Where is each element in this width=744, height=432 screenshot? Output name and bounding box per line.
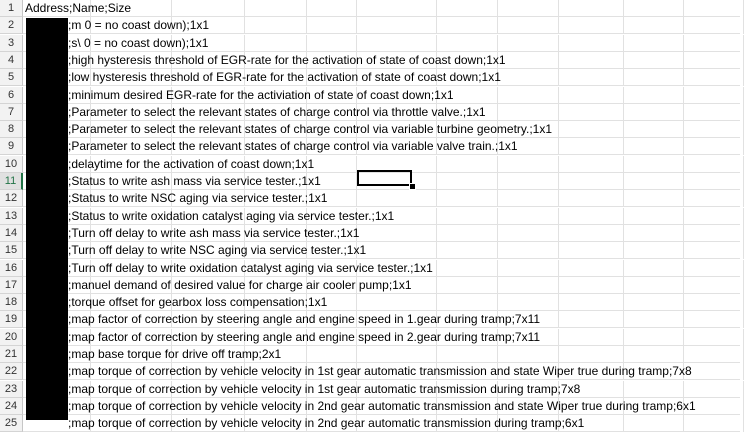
row-cells[interactable]: [23, 329, 740, 346]
row-cells[interactable]: [23, 138, 740, 155]
cell-text[interactable]: ;map torque of correction by vehicle velocity in 1st gear automatic transmission during tramp;7x8: [68, 381, 581, 396]
row-number[interactable]: 17: [0, 277, 23, 294]
cell-text[interactable]: ;manuel demand of desired value for charge air cooler pump;1x1: [68, 277, 412, 292]
row-cells[interactable]: [23, 69, 740, 86]
table-row[interactable]: [0, 415, 740, 432]
table-row[interactable]: [0, 381, 740, 398]
cell-text[interactable]: ;high hysteresis threshold of EGR-rate for the activation of state of coast down;1x1: [68, 52, 506, 67]
gridline: [497, 225, 498, 242]
gridline: [436, 35, 437, 52]
gridline: [436, 0, 437, 17]
gridline: [558, 138, 559, 155]
gridline: [306, 0, 307, 17]
gridline: [558, 225, 559, 242]
gridline: [623, 277, 624, 294]
gridline: [356, 294, 357, 311]
cell-text[interactable]: ;map factor of correction by steering angle and engine speed in 2.gear during tramp;7x11: [68, 329, 541, 344]
gridline: [558, 311, 559, 328]
gridline: [623, 69, 624, 86]
row-number[interactable]: 16: [0, 260, 23, 277]
row-cells[interactable]: [23, 208, 740, 225]
row-cells[interactable]: [23, 415, 740, 432]
gridline: [683, 415, 684, 432]
gridline: [683, 346, 684, 363]
gridline: [623, 260, 624, 277]
gridline: [683, 260, 684, 277]
row-number[interactable]: 11: [0, 173, 23, 190]
gridline: [623, 225, 624, 242]
gridline: [497, 208, 498, 225]
gridline: [356, 346, 357, 363]
gridline: [497, 294, 498, 311]
cell-text[interactable]: ;Status to write NSC aging via service tester.;1x1: [68, 191, 328, 206]
gridline: [623, 52, 624, 69]
table-row[interactable]: [0, 242, 740, 259]
table-row[interactable]: [0, 208, 740, 225]
row-number[interactable]: 13: [0, 208, 23, 225]
gridline: [623, 294, 624, 311]
gridline: [436, 346, 437, 363]
table-row[interactable]: [0, 346, 740, 363]
gridline: [558, 104, 559, 121]
gridline: [683, 277, 684, 294]
gridline: [623, 121, 624, 138]
gridline: [623, 35, 624, 52]
header-data-row[interactable]: [0, 0, 740, 17]
table-row[interactable]: [0, 138, 740, 155]
gridline: [356, 0, 357, 17]
cell-text[interactable]: ;Turn off delay to write oxidation catalyst aging via service tester.;1x1: [68, 260, 433, 275]
table-row[interactable]: [0, 277, 740, 294]
row-cells[interactable]: [23, 346, 740, 363]
gridline: [558, 329, 559, 346]
gridline: [436, 294, 437, 311]
gridline: [497, 87, 498, 104]
gridline: [436, 225, 437, 242]
gridline: [306, 35, 307, 52]
gridline: [623, 415, 624, 432]
gridline: [436, 277, 437, 294]
cell-text[interactable]: ;Status to write oxidation catalyst aging via service tester.;1x1: [68, 208, 395, 223]
cell-text[interactable]: ;Parameter to select the relevant states of charge control via variable turbine geometry.;1x1: [68, 122, 553, 137]
gridline: [244, 35, 245, 52]
gridline: [497, 173, 498, 190]
row-number[interactable]: 1: [0, 0, 23, 17]
row-number[interactable]: 2: [0, 17, 23, 34]
gridline: [683, 311, 684, 328]
table-row[interactable]: [0, 52, 740, 69]
row-cells[interactable]: [23, 35, 740, 52]
gridline: [683, 242, 684, 259]
gridline: [683, 104, 684, 121]
gridline: [558, 69, 559, 86]
row-number[interactable]: 14: [0, 225, 23, 242]
row-cells[interactable]: [23, 260, 740, 277]
gridline: [558, 17, 559, 34]
row-cells[interactable]: [23, 0, 740, 17]
gridline: [356, 17, 357, 34]
cell-text[interactable]: ;map torque of correction by vehicle velocity in 2nd gear automatic transmission during tramp;6x1: [68, 416, 585, 431]
gridline: [623, 381, 624, 398]
gridline: [497, 35, 498, 52]
cell-text[interactable]: ;map base torque for drive off tramp;2x1: [68, 347, 282, 361]
row-number[interactable]: 19: [0, 311, 23, 328]
gridline: [558, 242, 559, 259]
cell-text[interactable]: ;low hysteresis threshold of EGR-rate for the activation of state of coast down;1x1: [68, 70, 501, 85]
gridline: [558, 156, 559, 173]
table-row[interactable]: [0, 329, 740, 346]
gridline: [683, 121, 684, 138]
gridline: [683, 156, 684, 173]
gridline: [683, 294, 684, 311]
gridline: [244, 17, 245, 34]
gridline: [497, 0, 498, 17]
gridline: [683, 173, 684, 190]
gridline: [306, 17, 307, 34]
row-cells[interactable]: [23, 277, 740, 294]
gridline: [436, 190, 437, 207]
gridline: [558, 190, 559, 207]
table-row[interactable]: [0, 311, 740, 328]
gridline: [497, 17, 498, 34]
row-cells[interactable]: [23, 294, 740, 311]
row-number[interactable]: 10: [0, 156, 23, 173]
table-row[interactable]: [0, 225, 740, 242]
table-row[interactable]: [0, 17, 740, 34]
cell-text[interactable]: ;minimum desired EGR-rate for the activiation of state of coast down;1x1: [68, 87, 454, 102]
table-row[interactable]: [0, 35, 740, 52]
cell-text[interactable]: ;m 0 = no coast down);1x1: [68, 18, 210, 33]
gridline: [683, 381, 684, 398]
gridline: [623, 329, 624, 346]
gridline: [558, 0, 559, 17]
row-number[interactable]: 3: [0, 35, 23, 52]
gridline: [623, 242, 624, 259]
cell-text[interactable]: ;Parameter to select the relevant states of charge control via variable valve train.;1x1: [68, 139, 518, 154]
gridline: [623, 138, 624, 155]
gridline: [497, 156, 498, 173]
row-cells[interactable]: [23, 17, 740, 34]
gridline: [558, 35, 559, 52]
gridline: [683, 138, 684, 155]
gridline: [497, 277, 498, 294]
gridline: [436, 173, 437, 190]
gridline: [683, 17, 684, 34]
cell-text[interactable]: ;map torque of correction by vehicle velocity in 1st gear automatic transmission and state Wiper true during tramp;7x8: [68, 364, 692, 379]
cell-text[interactable]: ;map factor of correction by steering angle and engine speed in 1.gear during tramp;7x11: [68, 312, 541, 327]
row-number[interactable]: 9: [0, 138, 23, 155]
row-cells[interactable]: [23, 87, 740, 104]
gridline: [306, 346, 307, 363]
gridline: [558, 208, 559, 225]
gridline: [497, 346, 498, 363]
row-number[interactable]: 23: [0, 381, 23, 398]
table-row[interactable]: [0, 104, 740, 121]
gridline: [623, 346, 624, 363]
row-cells[interactable]: [23, 242, 740, 259]
cell-text[interactable]: ;Status to write ash mass via service tester.;1x1: [68, 174, 321, 188]
row-cells[interactable]: [23, 121, 740, 138]
gridline: [623, 311, 624, 328]
table-row[interactable]: [0, 260, 740, 277]
fill-handle[interactable]: [409, 183, 416, 190]
row-cells[interactable]: [23, 52, 740, 69]
row-number[interactable]: 5: [0, 69, 23, 86]
gridline: [497, 260, 498, 277]
row-number[interactable]: 24: [0, 398, 23, 415]
gridline: [558, 294, 559, 311]
row-cells[interactable]: [23, 381, 740, 398]
selected-cell[interactable]: [357, 170, 412, 186]
gridline: [558, 121, 559, 138]
row-number[interactable]: 12: [0, 190, 23, 207]
gridline: [623, 0, 624, 17]
row-cells[interactable]: [23, 363, 740, 380]
table-row[interactable]: [0, 69, 740, 86]
gridline: [436, 17, 437, 34]
row-cells[interactable]: [23, 190, 740, 207]
gridline: [558, 52, 559, 69]
row-cells[interactable]: [23, 104, 740, 121]
gridline: [623, 87, 624, 104]
cell-text[interactable]: ;map torque of correction by vehicle velocity in 2nd gear automatic transmission and state Wiper true during tramp;6x1: [68, 398, 696, 413]
table-row[interactable]: [0, 190, 740, 207]
gridline: [436, 242, 437, 259]
gridline: [623, 190, 624, 207]
row-number[interactable]: 4: [0, 52, 23, 69]
gridline: [683, 190, 684, 207]
gridline: [683, 208, 684, 225]
table-row[interactable]: [0, 398, 740, 415]
gridline: [683, 52, 684, 69]
gridline: [497, 104, 498, 121]
gridline: [497, 242, 498, 259]
gridline: [436, 260, 437, 277]
row-cells[interactable]: [23, 225, 740, 242]
row-number[interactable]: 25: [0, 415, 23, 432]
gridline: [436, 208, 437, 225]
gridline: [683, 35, 684, 52]
row-number[interactable]: 15: [0, 242, 23, 259]
table-row[interactable]: [0, 363, 740, 380]
table-row[interactable]: [0, 294, 740, 311]
row-cells[interactable]: [23, 311, 740, 328]
gridline: [683, 69, 684, 86]
gridline: [623, 104, 624, 121]
row-number[interactable]: 22: [0, 363, 23, 380]
gridline: [683, 87, 684, 104]
cell-text[interactable]: ;Parameter to select the relevant states of charge control via throttle valve.;1x1: [68, 104, 486, 119]
gridline: [558, 87, 559, 104]
gridline: [497, 190, 498, 207]
row-cells[interactable]: [23, 398, 740, 415]
gridline: [558, 173, 559, 190]
gridline: [683, 329, 684, 346]
cell-text[interactable]: ;Turn off delay to write NSC aging via service tester.;1x1: [68, 243, 367, 258]
row-number[interactable]: 18: [0, 294, 23, 311]
gridline: [244, 0, 245, 17]
cell-text[interactable]: ;s\ 0 = no coast down);1x1: [68, 35, 209, 50]
gridline: [436, 156, 437, 173]
cell-text[interactable]: Address;Name;Size: [25, 1, 132, 15]
cell-text[interactable]: ;delaytime for the activation of coast down;1x1: [68, 156, 315, 171]
gridline: [683, 0, 684, 17]
row-number[interactable]: 21: [0, 346, 23, 363]
table-row[interactable]: [0, 121, 740, 138]
redacted-address-column: [26, 18, 68, 420]
row-number[interactable]: 8: [0, 121, 23, 138]
row-number[interactable]: 6: [0, 87, 23, 104]
row-number[interactable]: 7: [0, 104, 23, 121]
gridline: [356, 190, 357, 207]
cell-text[interactable]: ;torque offset for gearbox loss compensation;1x1: [68, 295, 328, 310]
cell-text[interactable]: ;Turn off delay to write ash mass via service tester.;1x1: [68, 225, 360, 240]
gridline: [623, 156, 624, 173]
table-row[interactable]: [0, 87, 740, 104]
gridline: [558, 277, 559, 294]
row-number[interactable]: 20: [0, 329, 23, 346]
gridline: [623, 17, 624, 34]
gridline: [356, 35, 357, 52]
gridline: [558, 346, 559, 363]
gridline: [558, 260, 559, 277]
gridline: [171, 0, 172, 17]
gridline: [623, 208, 624, 225]
gridline: [623, 173, 624, 190]
gridline: [683, 225, 684, 242]
